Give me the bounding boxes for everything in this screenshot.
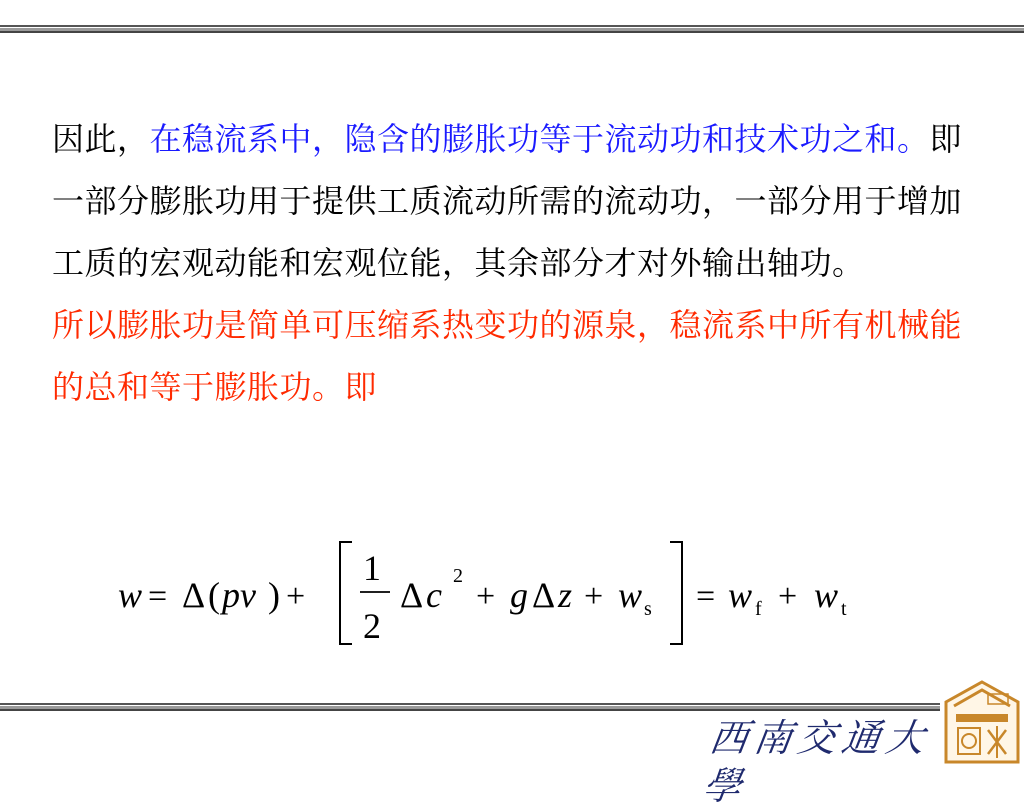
body-text: 即一部分膨胀功用于提供工质流动所需的流动功，一部分用于增加工质的宏观动能和宏观位能，其余部分才对外输出轴功。 <box>52 120 963 282</box>
university-seal-icon <box>944 680 1020 764</box>
formula-g: g <box>510 575 528 615</box>
paragraph-1 <box>52 108 972 294</box>
highlight-blue-text: 在稳流系中，隐含的膨胀功等于流动功和技术功之和。 <box>149 120 930 158</box>
formula-plus-2: + <box>476 578 496 615</box>
left-bracket <box>340 542 352 644</box>
top-divider <box>0 25 1024 34</box>
formula-plus-3: + <box>584 578 604 615</box>
formula-w-s: w <box>618 575 643 615</box>
formula-plus-1: + <box>286 578 306 615</box>
formula-equals-2: = <box>696 578 716 615</box>
paragraph-2: 所以膨胀功是简单可压缩系热变功的源泉，稳流系中所有机械能的总和等于膨胀功。即 <box>52 306 963 406</box>
formula-w-f: w <box>728 575 753 615</box>
formula-plus-4: + <box>778 578 798 615</box>
formula-sub-t: t <box>841 598 847 620</box>
slide-body <box>52 108 972 418</box>
intro-text: 因此， <box>52 120 150 158</box>
bottom-divider <box>0 703 940 712</box>
formula-sub-f: f <box>755 598 762 620</box>
right-bracket <box>670 542 682 644</box>
fraction-denominator: 2 <box>363 606 381 646</box>
formula-rparen: ) <box>268 575 280 615</box>
formula-pv: pv <box>222 575 256 615</box>
expansion-work-formula <box>118 530 878 655</box>
formula-exponent: 2 <box>453 565 463 587</box>
formula-delta-1: Δ <box>182 575 206 615</box>
formula-c: c <box>426 575 442 615</box>
formula-w-t: w <box>814 575 839 615</box>
formula-w: w <box>118 575 143 615</box>
formula-equals-1: = <box>148 578 168 615</box>
fraction-numerator: 1 <box>363 548 381 588</box>
formula-delta-2: Δ <box>400 575 424 615</box>
formula-z: z <box>558 575 573 615</box>
university-logo-text: 西南交通大學 <box>700 716 934 808</box>
formula-sub-s: s <box>644 598 652 620</box>
formula-lparen: ( <box>208 575 220 615</box>
formula-delta-3: Δ <box>532 575 556 615</box>
